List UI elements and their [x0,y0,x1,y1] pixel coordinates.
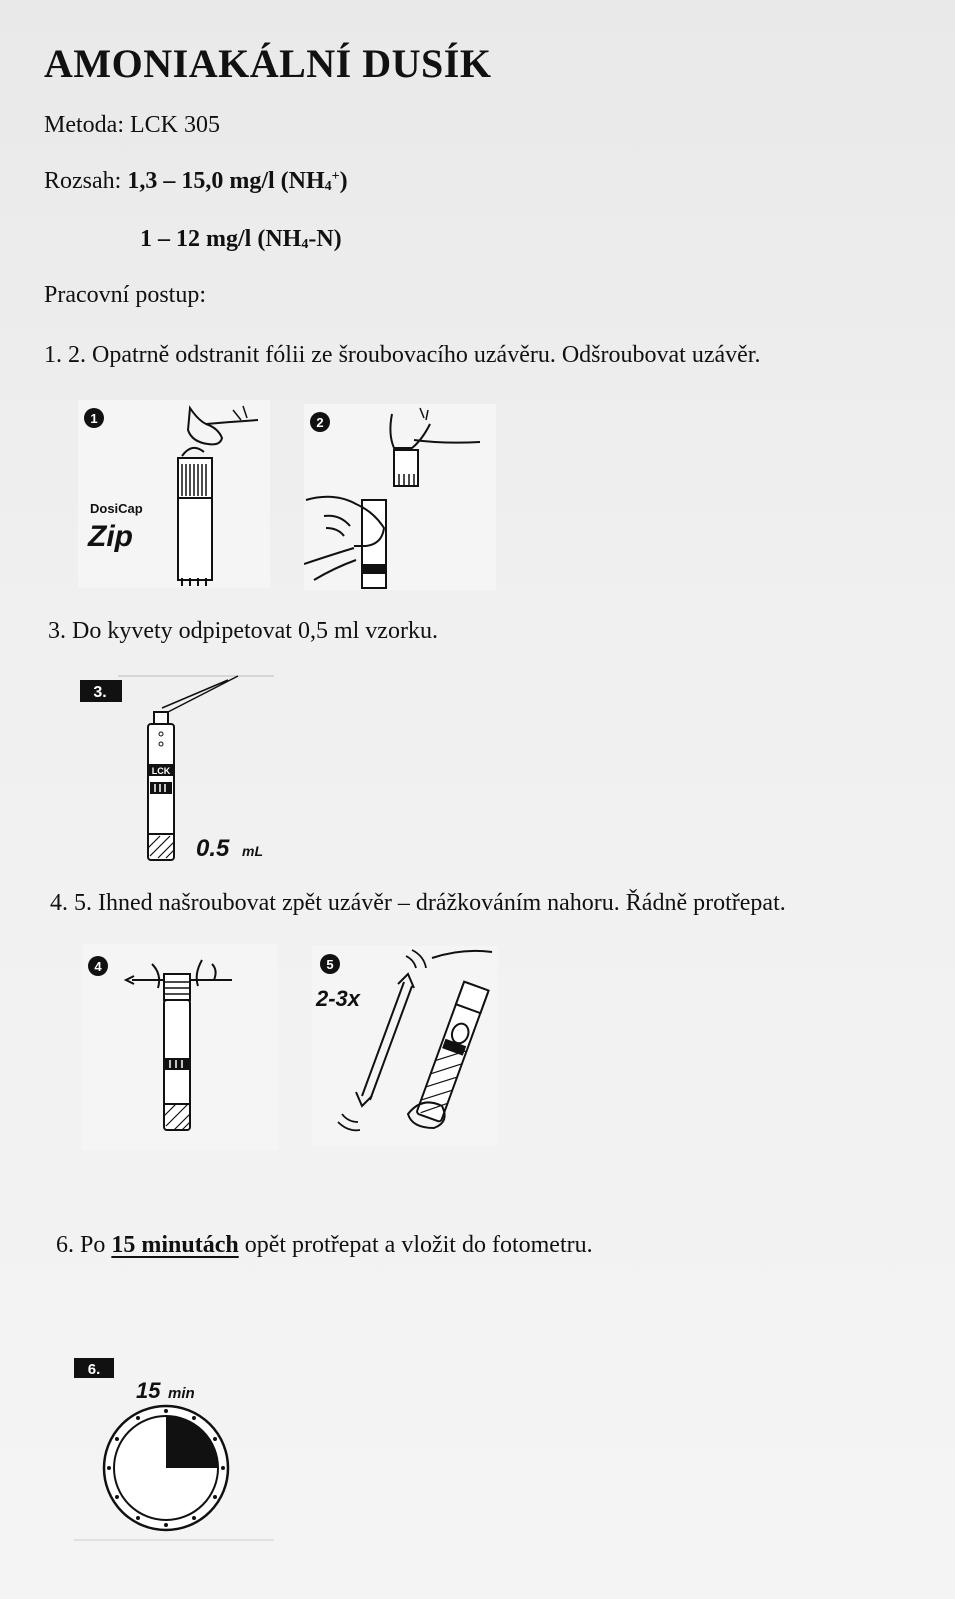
document-title: AMONIAKÁLNÍ DUSÍK [44,41,492,86]
range-label: Rozsah: [44,168,122,194]
step-6-text: 6. Po 15 minutách opět protřepat a vložit do fotometru. [56,1232,593,1258]
step-1-2-text: 1. 2. Opatrně odstranit fólii ze šroubovacího uzávěru. Odšroubovat uzávěr. [44,342,761,368]
badge-4: 4 [94,959,102,974]
step-6-emphasis: 15 minutách [111,1232,239,1258]
repeat-count: 2-3x [316,986,361,1011]
range-line-1 [44,168,348,195]
method-line [44,112,220,139]
figure-step-2 [304,404,496,590]
badge-6: 6. [87,1361,101,1378]
step-4-5-text: 4. 5. Ihned našroubovat zpět uzávěr – drážkováním nahoru. Řádně protřepat. [50,890,786,916]
badge-3: 3. [93,684,107,701]
timer-unit: min [168,1385,195,1402]
figure-step-4 [82,944,278,1150]
tube-lck-label: LCK [151,766,171,776]
figure-step-1 [78,400,270,588]
method-label: Metoda: [44,112,124,138]
volume-unit: mL [242,843,263,859]
step-3-text: 3. Do kyvety odpipetovat 0,5 ml vzorku. [48,618,438,644]
badge-5: 5 [326,957,334,972]
figure-step-6 [74,1354,274,1544]
figure-step-3 [78,672,278,864]
range-value-1: 1,3 – 15,0 mg/l (NH4+) [127,168,348,194]
badge-1: 1 [90,411,98,426]
figure-step-5 [312,946,498,1146]
dosicap-label: DosiCap [90,501,143,516]
badge-2: 2 [316,415,324,430]
procedure-heading: Pracovní postup: [44,282,206,308]
zip-label: Zip [88,520,133,553]
range-value-2: 1 – 12 mg/l (NH4-N) [140,226,342,252]
volume-value: 0.5 [196,835,230,862]
timer-value: 15 [136,1378,161,1403]
method-value: LCK 305 [129,112,220,138]
